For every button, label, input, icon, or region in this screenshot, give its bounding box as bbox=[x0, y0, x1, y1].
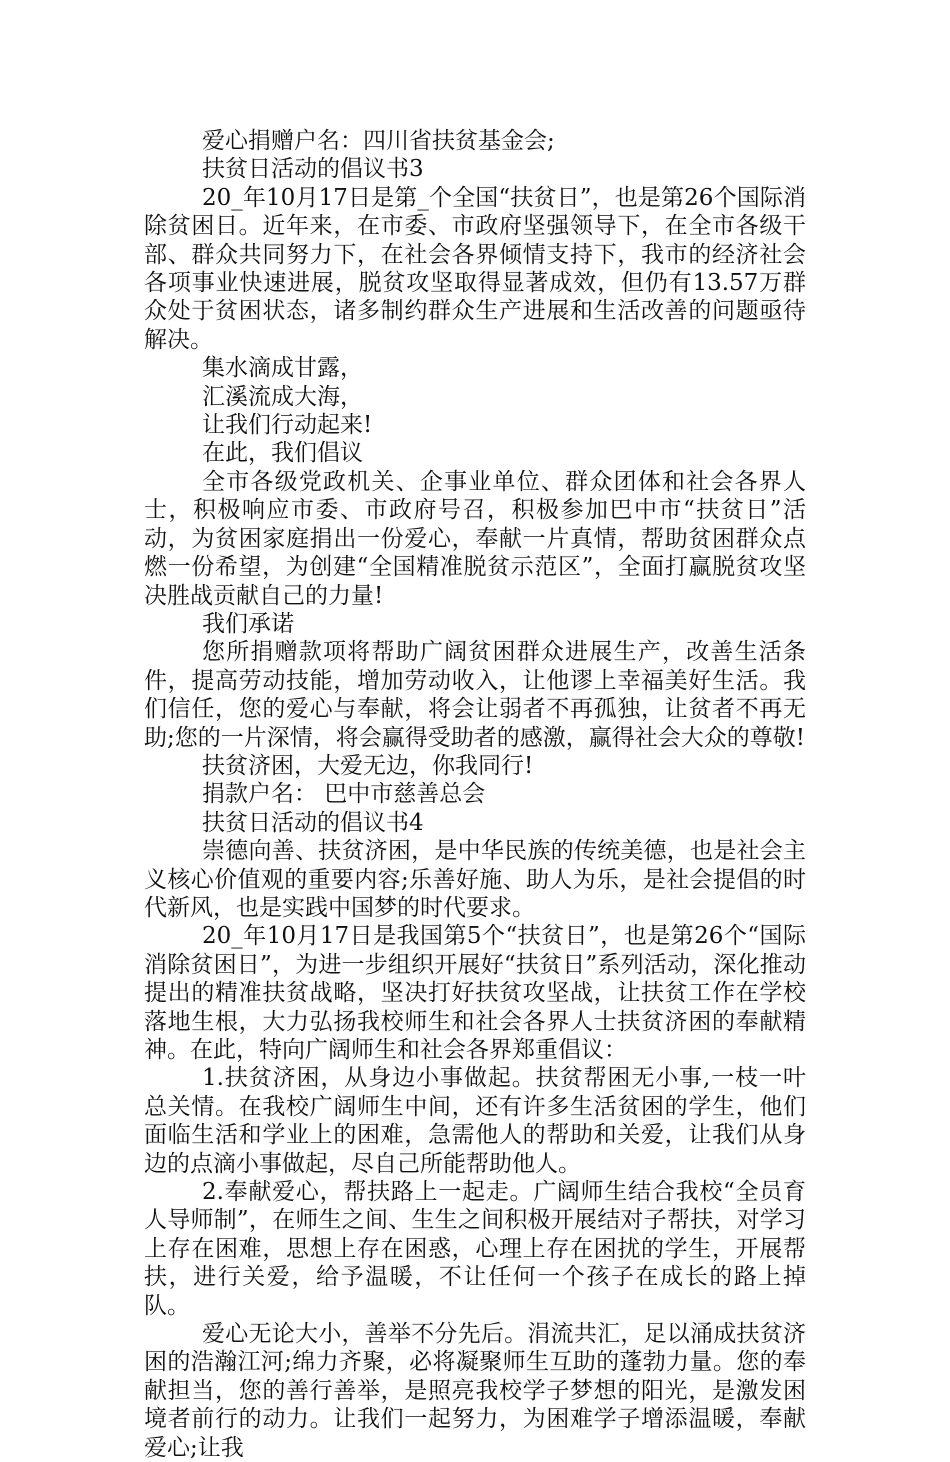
slogan-line-3: 让我们行动起来! bbox=[202, 412, 373, 439]
paragraph-item-2: 2.奉献爱心，帮扶路上一起走。广阔师生结合我校“全员育人导师制”，在师生之间、生生之间积极开展结对子帮扶，对学习上存在困难，思想上存在困惑，心理上存在困扰的学生，开展帮扶，进行关爱，给予温暖，不让任何一个孩子在成长的路上掉队。 bbox=[144, 1179, 806, 1319]
paragraph-donation-account-1: 爱心捐赠户名：四川省扶贫基金会; bbox=[202, 128, 555, 154]
paragraph-item-1: 1.扶贫济困，从身边小事做起。扶贫帮困无小事,一枝一叶总关情。在我校广阔师生中间，还有许多生活贫困的学生，他们面临生活和学业上的困难，急需他人的帮助和关爱，让我们从身边的点滴小事做起，尽自己所能帮助他人。 bbox=[144, 1065, 806, 1177]
slogan-line-2: 汇溪流成大海， bbox=[202, 383, 363, 410]
slogan-together: 扶贫济困，大爱无边，你我同行! bbox=[202, 752, 534, 779]
paragraph-virtue: 崇德向善、扶贫济困，是中华民族的传统美德，也是社会主义核心价值观的重要内容;乐善好施、助人为乐，是社会提倡的时代新风，也是实践中国梦的时代要求。 bbox=[144, 838, 806, 921]
document-body bbox=[144, 127, 806, 1462]
paragraph-closing: 爱心无论大小，善举不分先后。涓流共汇，足以涌成扶贫济困的浩瀚江河;绵力齐聚，必将凝聚师生互助的蓬勃力量。您的奉献担当，您的善行善举，是照亮我校学子梦想的阳光，是激发困境者前行的动力。让我们一起努力，为困难学子增添温暖，奉献爱心;让我 bbox=[144, 1321, 806, 1461]
section-heading-4: 扶贫日活动的倡议书4 bbox=[202, 809, 424, 836]
proposal-heading: 在此，我们倡议 bbox=[202, 440, 363, 467]
promise-heading: 我们承诺 bbox=[202, 610, 294, 637]
paragraph-proposal: 全市各级党政机关、企事业单位、群众团体和社会各界人士，积极响应市委、市政府号召，积极参加巴中市“扶贫日”活动，为贫困家庭捐出一份爱心，奉献一片真情，帮助贫困群众点燃一份希望，为创建“全国精准脱贫示范区”，全面打赢脱贫攻坚决胜战贡献自己的力量! bbox=[144, 468, 806, 609]
slogan-line-1: 集水滴成甘露， bbox=[202, 355, 363, 382]
paragraph-donation-account-2: 捐款户名： 巴中市慈善总会 bbox=[202, 781, 486, 808]
section-heading-3: 扶贫日活动的倡议书3 bbox=[202, 156, 424, 183]
paragraph-intro-3: 20_年10月17日是第_个全国“扶贫日”，也是第26个国际消除贫困日。近年来，在市委、市政府坚强领导下，在全市各级干部、群众共同努力下，在社会各界倾情支持下，我市的经济社会各项事业快速进展，脱贫攻坚取得显著成效，但仍有13.57万群众处于贫困状态，诸多制约群众生产进展和生活改善的问题亟待解决。 bbox=[144, 184, 806, 353]
paragraph-promise: 您所捐赠款项将帮助广阔贫困群众进展生产，改善生活条件，提高劳动技能，增加劳动收入，让他谬上幸福美好生活。我们信任，您的爱心与奉献，将会让弱者不再孤独，让贫者不再无助;您的一片深情，将会赢得受助者的感激，赢得社会大众的尊敬! bbox=[144, 639, 806, 751]
paragraph-intro-4: 20_年10月17日是我国第5个“扶贫日”，也是第26个“国际消除贫困日”，为进一步组织开展好“扶贫日”系列活动，深化推动提出的精准扶贫战略，坚决打好扶贫攻坚战，让扶贫工作在学校落地生根，大力弘扬我校师生和社会各界人士扶贫济困的奉献精神。在此，特向广阔师生和社会各界郑重倡议： bbox=[144, 923, 806, 1063]
